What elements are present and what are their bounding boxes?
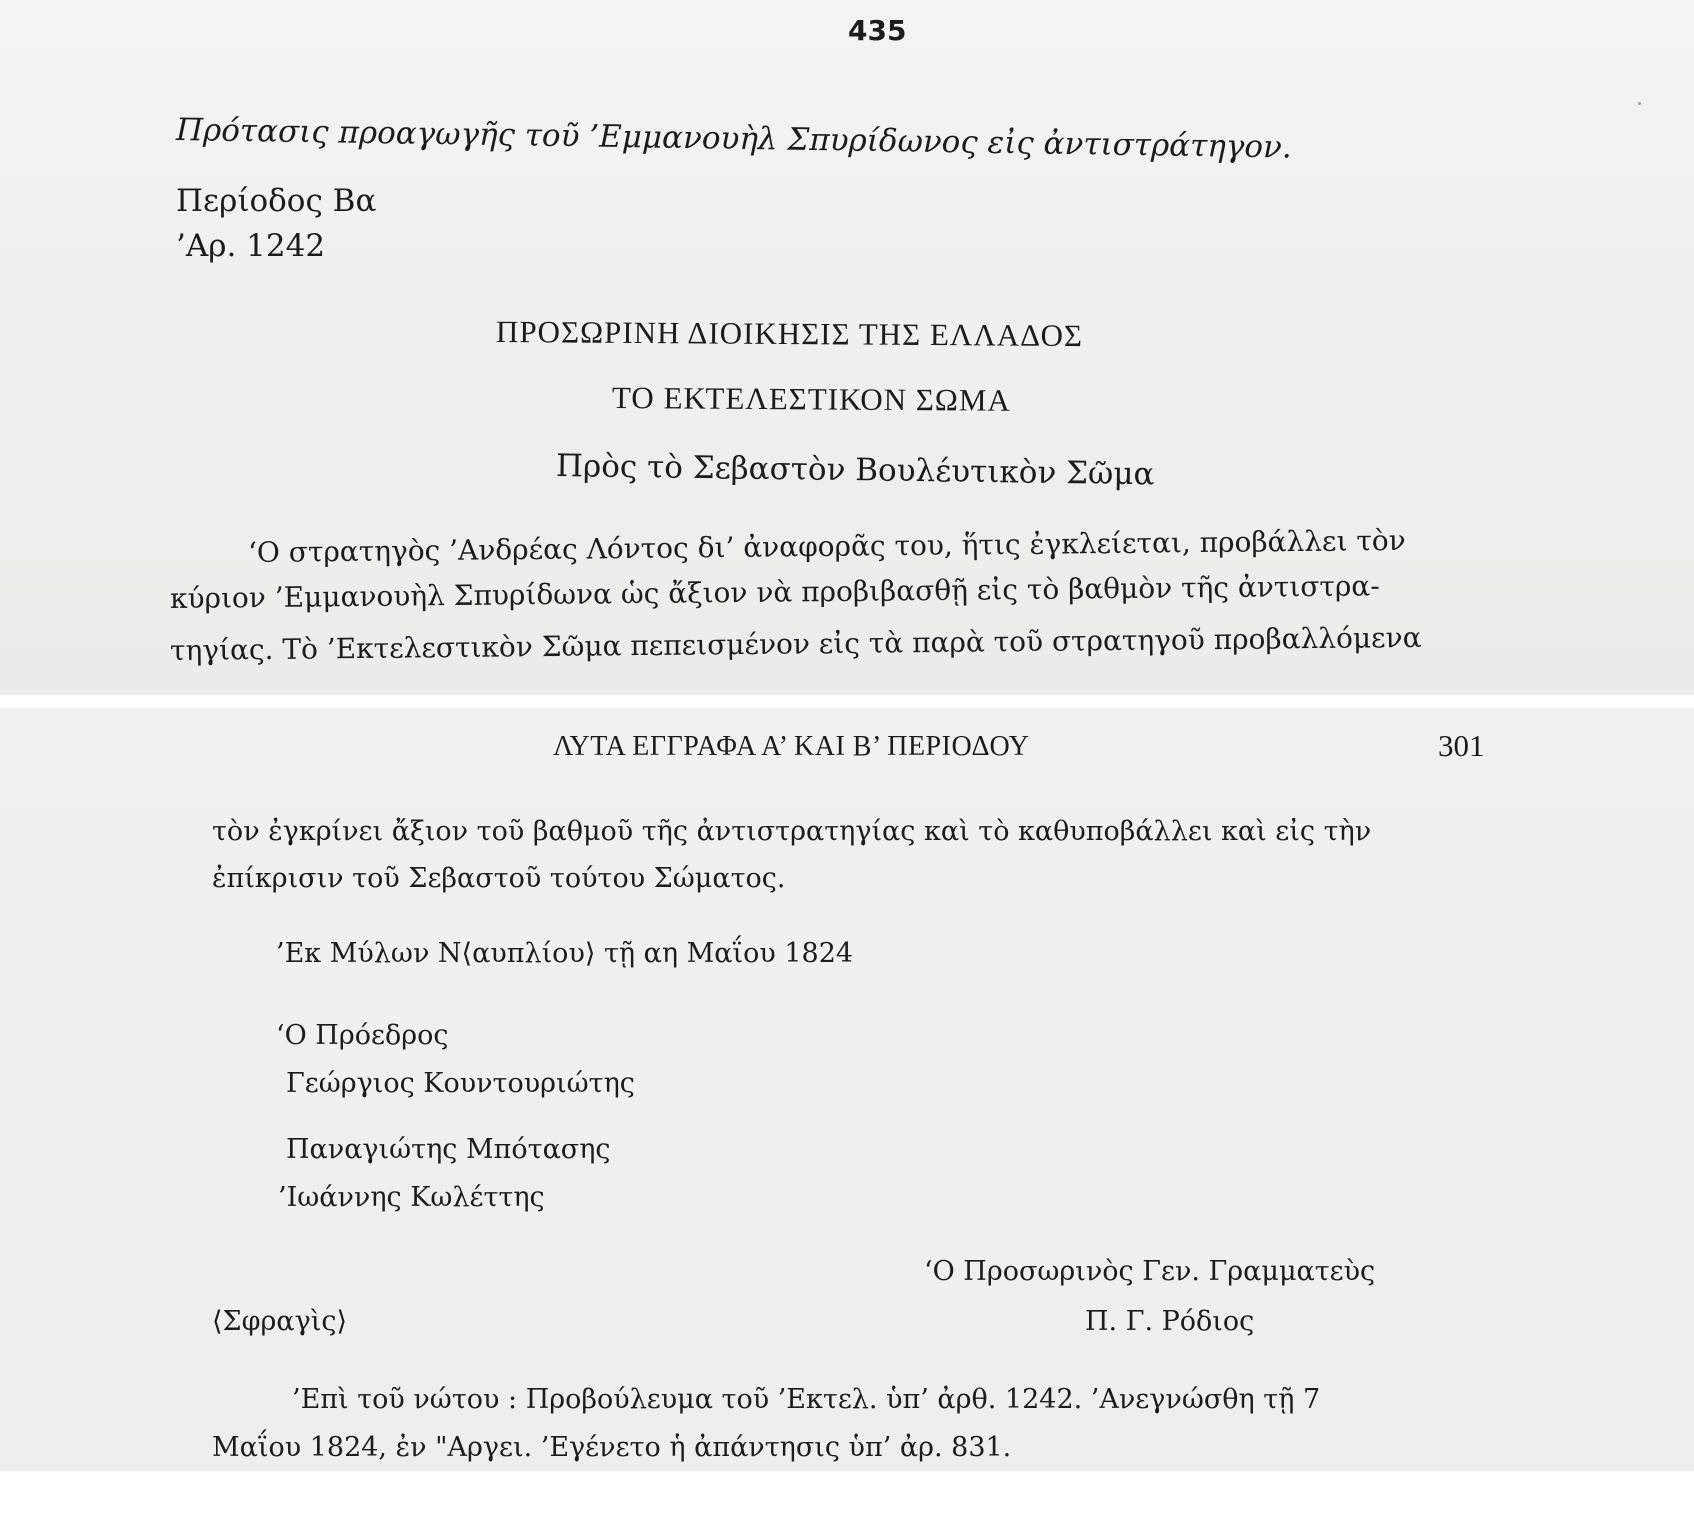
- executive-heading: ΤΟ ΕΚΤΕΛΕΣΤΙΚΟΝ ΣΩΜΑ: [611, 380, 1011, 418]
- member-signature: ’Ιωάννης Κωλέττης: [278, 1182, 545, 1213]
- document-number: ’Αρ. 1242: [176, 228, 326, 264]
- body-line: ‘Ο στρατηγὸς ’Ανδρέας Λόντος δι’ ἀναφορᾶς του, ἥτις ἐγκλείεται, προβάλλει τὸν: [247, 523, 1406, 569]
- body-line: τηγίας. Τὸ ’Εκτελεστικὸν Σῶμα πεπεισμένον εἰς τὰ παρὰ τοῦ στρατηγοῦ προβαλλόμενα: [169, 620, 1422, 667]
- page-number: 301: [1438, 728, 1485, 763]
- bottom-page-scan: [0, 708, 1694, 1471]
- body-line: ἐπίκρισιν τοῦ Σεβαστοῦ τούτου Σώματος.: [212, 863, 786, 894]
- document-title: Πρότασις προαγωγῆς τοῦ ’Εμμανουὴλ Σπυρίδωνος εἰς ἀντιστράτηγον.: [175, 112, 1293, 166]
- verso-note-line: ’Επὶ τοῦ νώτου : Προβούλευμα τοῦ ’Εκτελ. ὑπ’ ἀρθ. 1242. ’Ανεγνώσθη τῇ 7: [292, 1384, 1321, 1415]
- running-head: ΛΥΤΑ ΕΓΓΡΑΦΑ Α’ ΚΑΙ Β’ ΠΕΡΙΟΔΟΥ: [553, 731, 1030, 762]
- page-number: 435: [848, 14, 907, 47]
- period-label: Περίοδος Βα: [176, 183, 377, 219]
- top-page-scan: [0, 0, 1694, 695]
- place-date-line: ’Εκ Μύλων Ν⟨αυπλίου⟩ τῇ αη Μαΐου 1824: [276, 938, 854, 969]
- president-title: ‘Ο Πρόεδρος: [276, 1020, 449, 1051]
- body-line: τὸν ἐγκρίνει ἄξιον τοῦ βαθμοῦ τῆς ἀντιστρατηγίας καὶ τὸ καθυποβάλλει καὶ εἰς τὴν: [212, 816, 1372, 847]
- secretary-name: Π. Γ. Ρόδιος: [1085, 1306, 1255, 1337]
- body-line: κύριον ’Εμμανουὴλ Σπυρίδωνα ὡς ἄξιον νὰ προβιβασθῇ εἰς τὸ βαθμὸν τῆς ἀντιστρα-: [169, 569, 1380, 615]
- paper-speck: [1638, 102, 1641, 105]
- member-signature: Παναγιώτης Μπότασης: [286, 1134, 611, 1165]
- addressee-line: Πρὸς τὸ Σεβαστὸν Βουλέυτικὸν Σῶμα: [555, 448, 1155, 493]
- seal-note: ⟨Σφραγὶς⟩: [212, 1306, 348, 1337]
- verso-note-line: Μαΐου 1824, ἐν "Αργει. ’Εγένετο ἡ ἀπάντησις ὑπ’ ἀρ. 831.: [212, 1432, 1012, 1463]
- president-name: Γεώργιος Κουντουριώτης: [286, 1068, 635, 1099]
- government-heading: ΠΡΟΣΩΡΙΝΗ ΔΙΟΙΚΗΣΙΣ ΤΗΣ ΕΛΛΑΔΟΣ: [495, 314, 1084, 354]
- secretary-title: ‘Ο Προσωρινὸς Γεν. Γραμματεὺς: [924, 1256, 1376, 1287]
